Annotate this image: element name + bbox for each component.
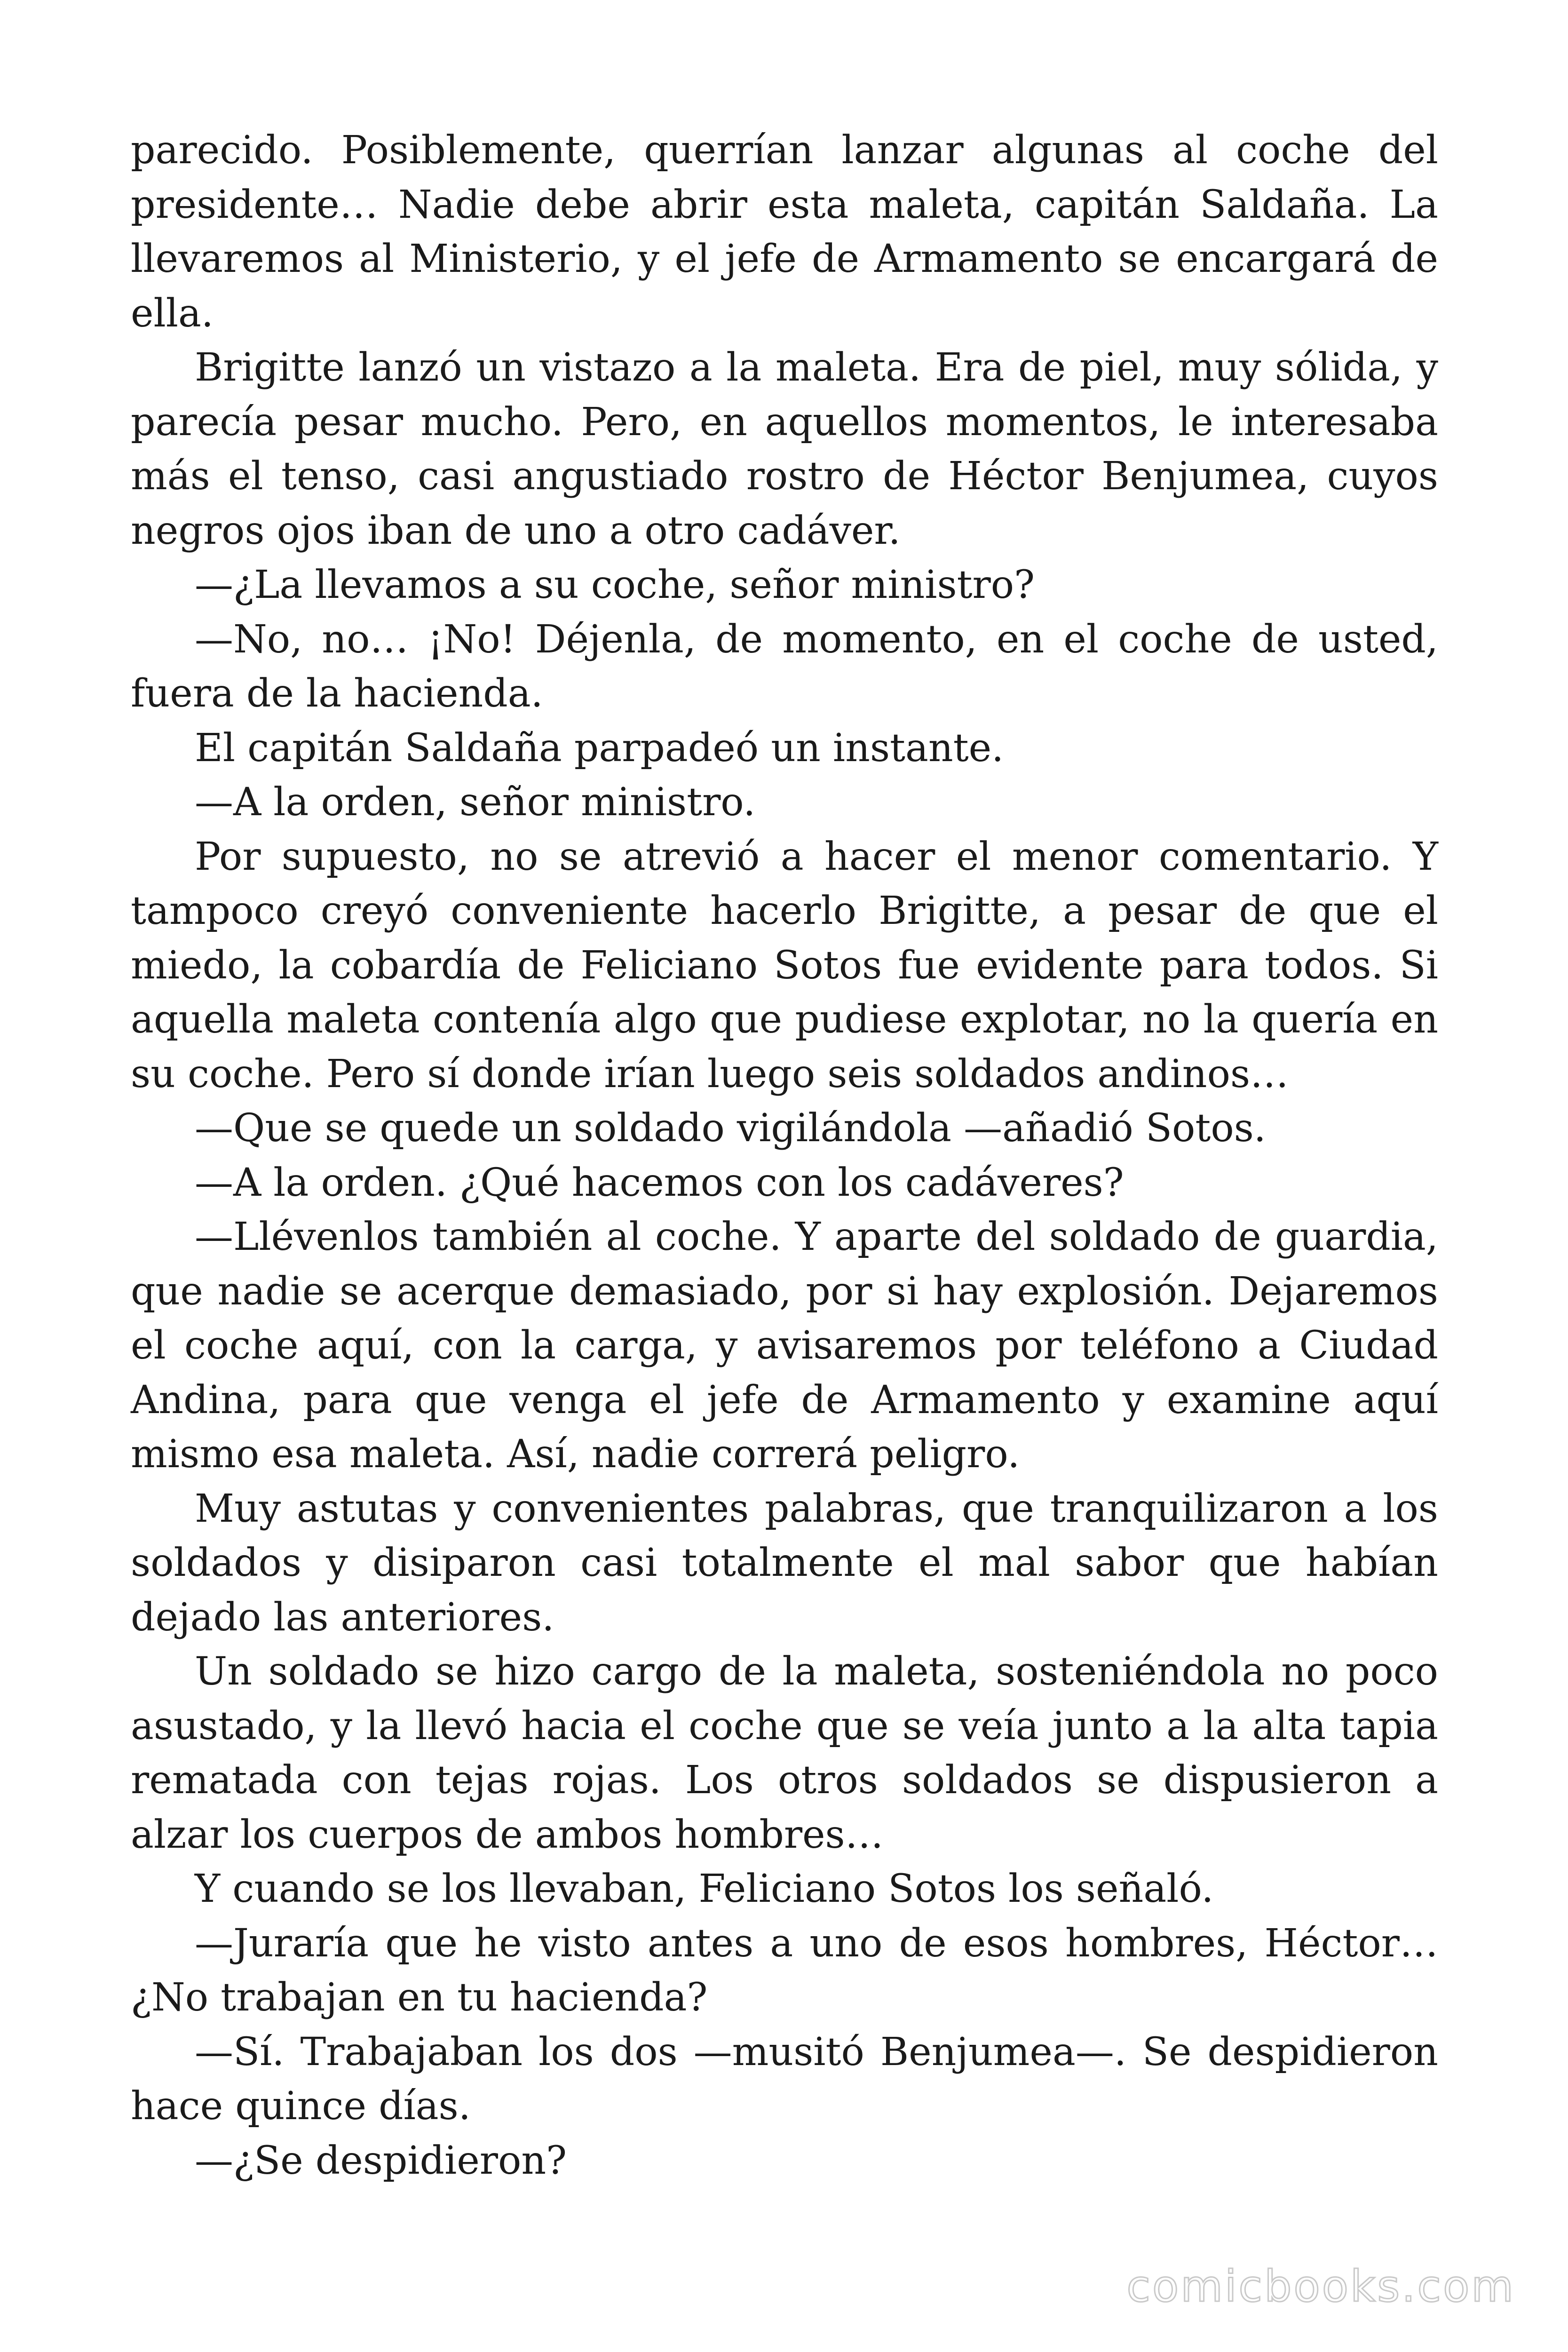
dialogue-line: —¿La llevamos a su coche, señor ministro? [195,563,1035,607]
watermark: comicbooks.com [1126,2261,1515,2312]
dialogue-line: —Juraría que he visto antes a uno de esos hombres, Héctor… ¿No trabajan en tu hacienda? [131,1921,1438,2020]
dialogue-line: —Que se quede un soldado vigilándola —añadió Sotos. [195,1106,1266,1151]
paragraph: Por supuesto, no se atrevió a hacer el menor comentario. Y tampoco creyó conveniente hacerlo Brigitte, a pesar de que el miedo, la cobardía de Feliciano Sotos fue evidente para todos. Si aquella maleta contenía algo que pudiese explotar, no la quería en su coche. Pero sí donde irían luego seis soldados andinos… [131,834,1438,1097]
dialogue-line: —Sí. Trabajaban los dos —musitó Benjumea—. Se despidieron hace quince días. [131,2029,1438,2129]
dialogue-line: —No, no… ¡No! Déjenla, de momento, en el coche de usted, fuera de la hacienda. [131,617,1438,716]
paragraph: Brigitte lanzó un vistazo a la maleta. Era de piel, muy sólida, y parecía pesar mucho. Pero, en aquellos momentos, le interesaba más el tenso, casi angustiado rostro de Héctor Benjumea, cuyos negros ojos iban de uno a otro cadáver. [131,345,1438,553]
paragraph: Y cuando se los llevaban, Feliciano Sotos los señaló. [195,1867,1214,1911]
book-page-text [131,123,1438,2188]
dialogue-line: —Llévenlos también al coche. Y aparte del soldado de guardia, que nadie se acerque demasiado, por si hay explosión. Dejaremos el coche aquí, con la carga, y avisaremos por teléfono a Ciudad Andina, para que venga el jefe de Armamento y examine aquí mismo esa maleta. Así, nadie correrá peligro. [131,1215,1438,1477]
paragraph: Un soldado se hizo cargo de la maleta, sosteniéndola no poco asustado, y la llevó hacia el coche que se veía junto a la alta tapia rematada con tejas rojas. Los otros soldados se dispusieron a alzar los cuerpos de ambos hombres… [131,1649,1438,1857]
paragraph: Muy astutas y convenientes palabras, que tranquilizaron a los soldados y disiparon casi totalmente el mal sabor que habían dejado las anteriores. [131,1486,1438,1640]
dialogue-line: —A la orden. ¿Qué hacemos con los cadáveres? [195,1160,1124,1205]
dialogue-line: —¿Se despidieron? [195,2138,567,2183]
paragraph: parecido. Posiblemente, querrían lanzar algunas al coche del presidente… Nadie debe abrir esta maleta, capitán Saldaña. La llevaremos al Ministerio, y el jefe de Armamento se encargará de ella. [131,128,1438,336]
dialogue-line: —A la orden, señor ministro. [195,780,756,825]
paragraph: El capitán Saldaña parpadeó un instante. [195,725,1004,771]
